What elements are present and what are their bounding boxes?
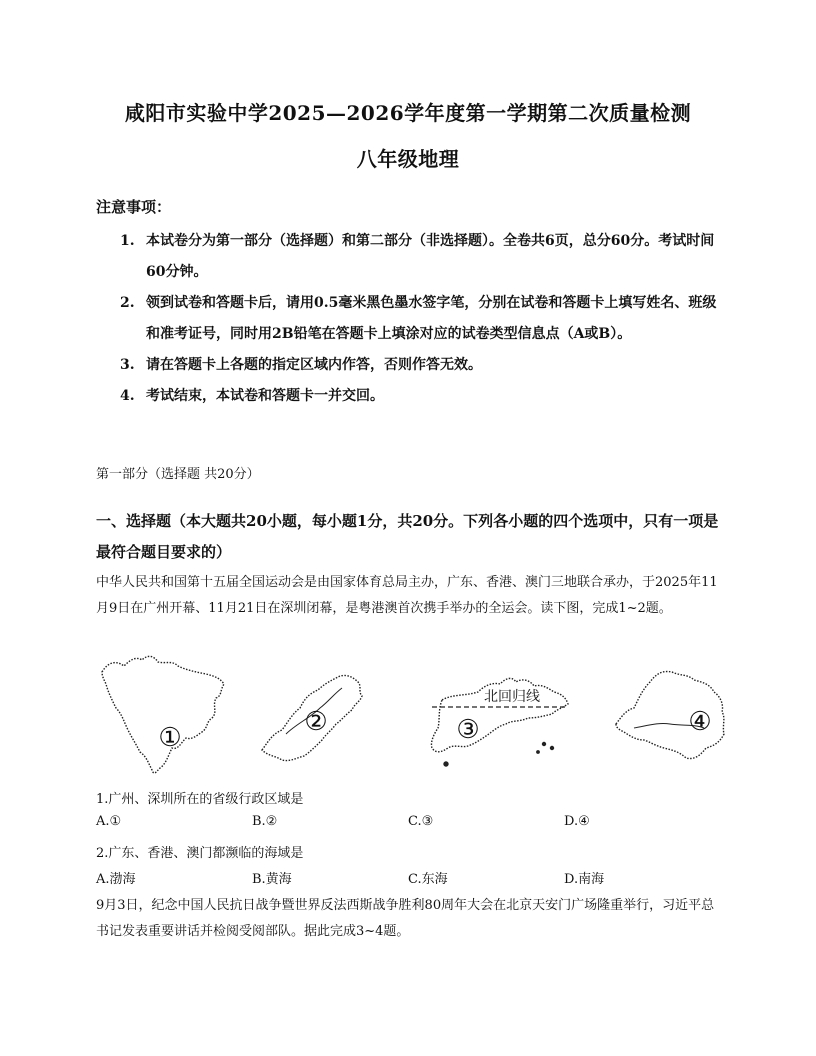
notice-item-number: 3. <box>120 357 135 373</box>
map-label-3: ③ <box>456 715 480 745</box>
notice-item <box>120 350 720 381</box>
option-a: A.① <box>96 814 122 829</box>
island-dot <box>543 743 546 746</box>
option-c: C.东海 <box>408 872 448 887</box>
option-c: C.③ <box>408 814 434 829</box>
passage-two: 9月3日，纪念中国人民抗日战争暨世界反法西斯战争胜利80周年大会在北京天安门广场隆重举行，习近平总书记发表重要讲话并检阅受阅部队。据此完成3~4题。 <box>96 898 715 939</box>
notice-heading: 注意事项： <box>96 198 172 216</box>
notice-item-number: 1. <box>120 233 135 249</box>
notice-item <box>120 226 720 288</box>
option-b: B.② <box>252 814 278 829</box>
exam-subtitle: 八年级地理 <box>356 147 460 171</box>
notice-item <box>120 381 720 412</box>
option-b: B.黄海 <box>252 872 292 887</box>
island-dot <box>537 751 539 753</box>
notice-item-text: 请在答题卡上各题的指定区域内作答，否则作答无效。 <box>146 357 482 373</box>
province-maps-svg <box>96 652 726 782</box>
option-a: A.渤海 <box>96 872 136 887</box>
island-dot <box>551 747 554 750</box>
notice-item-text: 领到试卷和答题卡后，请用0.5毫米黑色墨水签字笔，分别在试卷和答题卡上填写姓名、班级和准考证号，同时用2B铅笔在答题卡上填涂对应的试卷类型信息点（A或B）。 <box>146 295 717 342</box>
notice-item-text: 本试卷分为第一部分（选择题）和第二部分（非选择题）。全卷共6页，总分60分。考试时间60分钟。 <box>146 233 715 280</box>
notice-item-number: 2. <box>120 295 135 311</box>
part-one-heading: 第一部分（选择题 共20分） <box>96 467 260 482</box>
province-maps-figure <box>96 652 726 782</box>
notice-item-number: 4. <box>120 388 135 404</box>
question-2-options <box>96 868 736 890</box>
question-1-stem: 1.广州、深圳所在的省级行政区域是 <box>96 792 304 807</box>
map-label-4: ④ <box>688 707 712 737</box>
map-label-2: ② <box>304 707 328 737</box>
notice-list <box>120 226 720 412</box>
map-label-1: ① <box>158 723 182 753</box>
option-d: D.南海 <box>564 872 605 887</box>
notice-item-text: 考试结束，本试卷和答题卡一并交回。 <box>146 388 384 404</box>
exam-title: 咸阳市实验中学2025—2026学年度第一学期第二次质量检测 <box>124 101 692 125</box>
island-dot <box>444 762 448 766</box>
section-one-heading: 一、选择题（本大题共20小题，每小题1分，共20分。下列各小题的四个选项中，只有一项是最符合题目要求的） <box>96 512 719 561</box>
option-d: D.④ <box>564 814 590 829</box>
passage-one: 中华人民共和国第十五届全国运动会是由国家体育总局主办，广东、香港、澳门三地联合承办，于2025年11月9日在广州开幕、11月21日在深圳闭幕，是粤港澳首次携手举办的全运会。读下图，完成1~2题。 <box>96 575 718 616</box>
province-outline-1 <box>102 656 224 773</box>
question-1-options <box>96 814 736 836</box>
notice-item <box>120 288 720 350</box>
tropic-of-cancer-label: 北回归线 <box>484 689 540 705</box>
question-2-stem: 2.广东、香港、澳门都濒临的海域是 <box>96 846 304 861</box>
